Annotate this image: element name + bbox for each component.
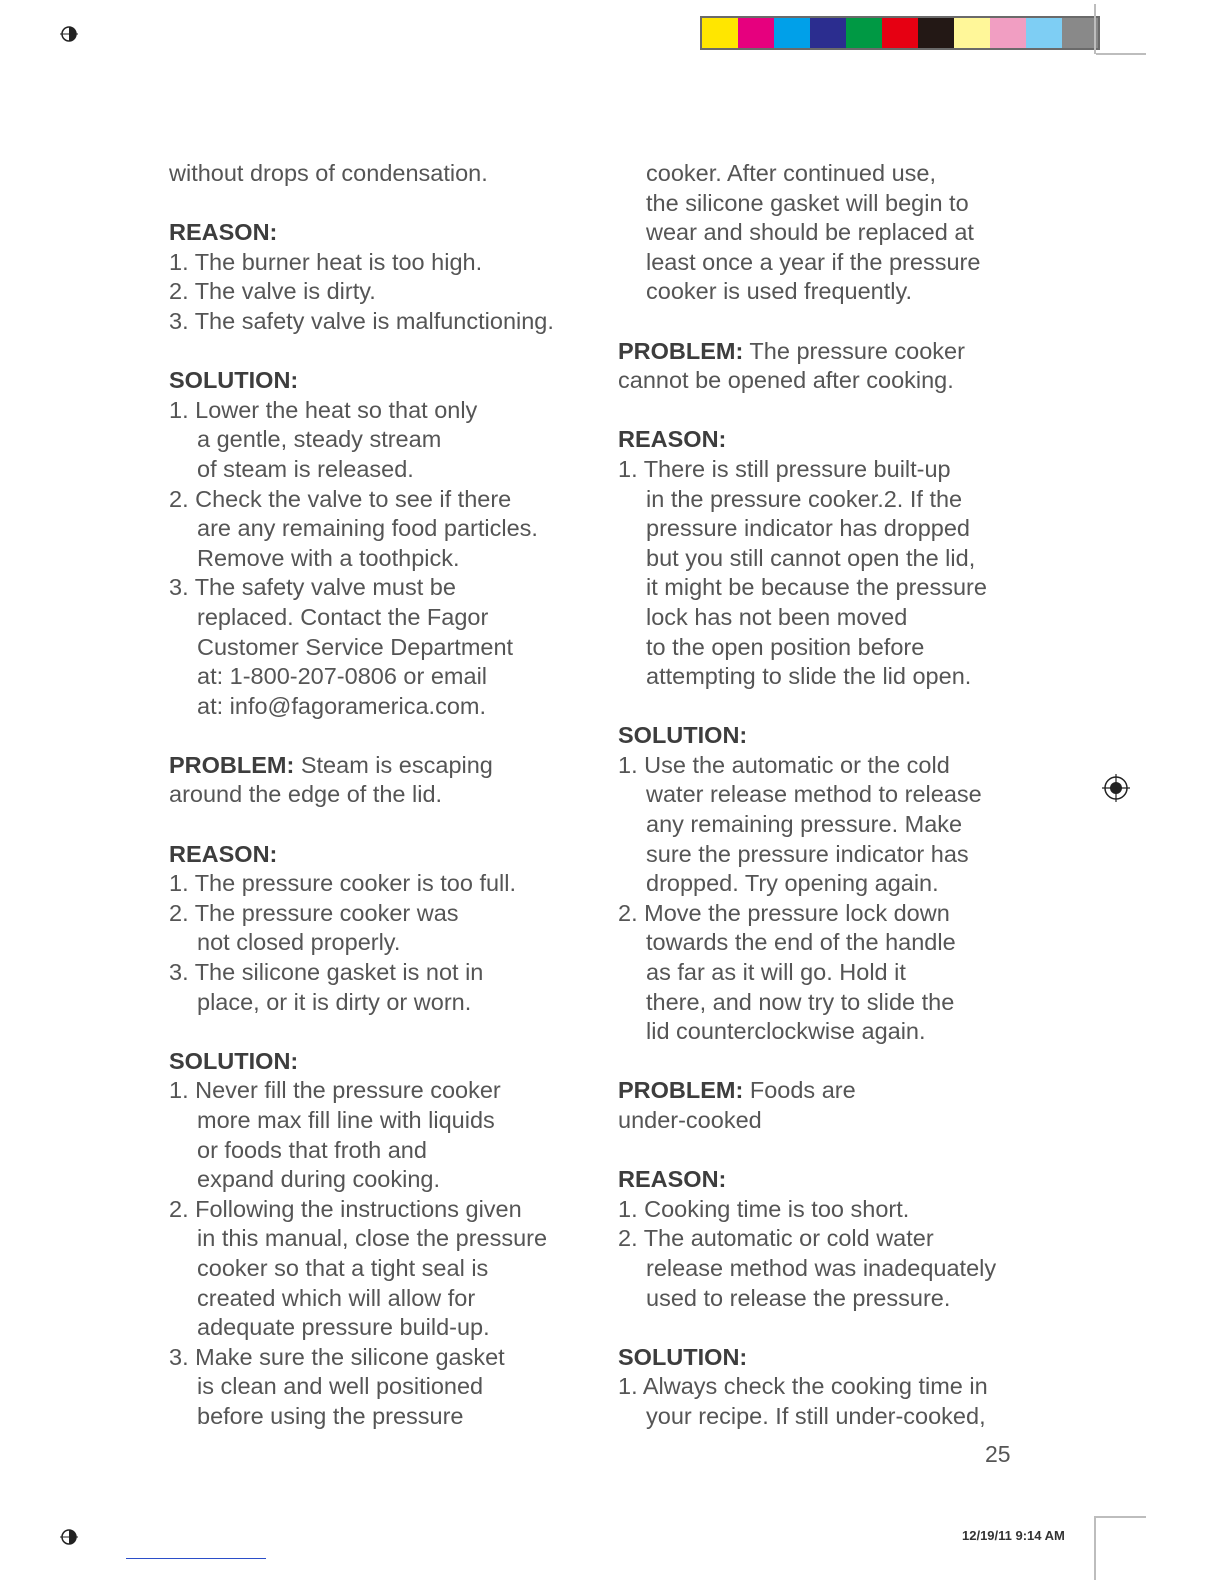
color-swatch (846, 18, 882, 48)
text-line: 3. The safety valve is malfunctioning. (169, 307, 554, 334)
list-item-continuation: there, and now try to slide the (646, 988, 955, 1015)
crop-mark (1096, 53, 1146, 55)
section-heading: REASON: (618, 1166, 727, 1193)
list-item-continuation: your recipe. If still under-cooked, (646, 1402, 986, 1429)
text-line: under-cooked (618, 1107, 762, 1133)
list-item-continuation: of steam is released. (197, 455, 414, 482)
registration-target-icon (1102, 774, 1130, 802)
section-heading: SOLUTION: (169, 367, 299, 394)
list-item-continuation: lock has not been moved (646, 603, 908, 630)
list-item-continuation: pressure indicator has dropped (646, 515, 970, 542)
list-item-continuation: water release method to release (646, 781, 982, 808)
section-heading: SOLUTION: (169, 1047, 299, 1074)
list-item-continuation: it might be because the pressure (646, 574, 987, 601)
problem-text: Steam is escaping (294, 751, 493, 778)
section-heading: REASON: (618, 426, 727, 453)
text-line: around the edge of the lid. (169, 781, 443, 808)
paragraph-gap (618, 1313, 1038, 1343)
list-item-continuation: replaced. Contact the Fagor (197, 603, 489, 630)
paragraph-gap (618, 307, 1038, 337)
registration-mark-icon (60, 1528, 78, 1546)
section-heading: REASON: (169, 219, 278, 246)
color-calibration-bar (700, 16, 1100, 50)
list-item-continuation: Remove with a toothpick. (197, 544, 460, 571)
paragraph-gap (169, 337, 589, 367)
paragraph-gap (618, 1136, 1038, 1166)
text-line: without drops of condensation. (169, 160, 488, 186)
color-swatch (738, 18, 774, 48)
color-swatch (882, 18, 918, 48)
paragraph-gap (169, 189, 589, 219)
list-item-continuation: more max fill line with liquids (197, 1107, 495, 1133)
list-item-continuation: in this manual, close the pressure (197, 1225, 548, 1252)
text-line: 1. There is still pressure built-up (618, 455, 951, 482)
color-swatch (990, 18, 1026, 48)
color-swatch (774, 18, 810, 48)
list-item-continuation: sure the pressure indicator has (646, 840, 969, 867)
list-item-continuation: but you still cannot open the lid, (646, 544, 976, 571)
paragraph-gap (618, 1047, 1038, 1077)
page-number: 25 (985, 1441, 1011, 1467)
text-line: 1. Use the automatic or the cold (618, 751, 950, 778)
list-item-continuation: expand during cooking. (197, 1166, 441, 1193)
text-line: 1. The burner heat is too high. (169, 248, 483, 275)
color-swatch (1026, 18, 1062, 48)
crop-mark (1096, 1516, 1146, 1518)
list-item-continuation: attempting to slide the lid open. (646, 663, 972, 690)
list-item-continuation: Customer Service Department (197, 633, 514, 660)
color-swatch (702, 18, 738, 48)
list-item-continuation: any remaining pressure. Make (646, 811, 963, 838)
problem-line (169, 751, 589, 781)
paragraph-gap (169, 721, 589, 751)
section-heading: SOLUTION: (618, 1343, 748, 1370)
problem-text: Foods are (743, 1077, 856, 1104)
list-item-continuation: place, or it is dirty or worn. (197, 988, 472, 1015)
list-item-continuation: cooker is used frequently. (646, 278, 913, 305)
text-line: 2. Following the instructions given (169, 1195, 522, 1222)
text-line: 3. The safety valve must be (169, 574, 456, 601)
list-item-continuation: at: 1-800-207-0806 or email (197, 663, 488, 690)
text-line: 1. Cooking time is too short. (618, 1195, 910, 1222)
right-column (618, 159, 1038, 1432)
registration-mark-icon (60, 25, 78, 43)
list-item-continuation: is clean and well positioned (197, 1373, 484, 1400)
problem-label: PROBLEM: (618, 1077, 744, 1104)
crop-mark (1094, 4, 1096, 54)
list-item-continuation: in the pressure cooker.2. If the (646, 485, 963, 512)
list-item-continuation: created which will allow for (197, 1284, 476, 1311)
text-line: 2. The valve is dirty. (169, 278, 376, 305)
section-heading: SOLUTION: (618, 722, 748, 749)
problem-line (618, 337, 1038, 367)
text-line: 3. The silicone gasket is not in (169, 959, 484, 986)
problem-text: The pressure cooker (743, 337, 965, 364)
list-item-continuation: are any remaining food particles. (197, 515, 538, 542)
list-item-continuation: dropped. Try opening again. (646, 870, 939, 897)
list-item-continuation: used to release the pressure. (646, 1284, 951, 1311)
color-swatch (954, 18, 990, 48)
paragraph-gap (618, 692, 1038, 722)
left-column (169, 159, 589, 1432)
text-line: 1. Always check the cooking time in (618, 1373, 988, 1400)
paragraph-gap (169, 1017, 589, 1047)
list-item-continuation: as far as it will go. Hold it (646, 959, 906, 986)
text-line: 1. Lower the heat so that only (169, 396, 478, 423)
list-item-continuation: not closed properly. (197, 929, 401, 956)
text-line: 3. Make sure the silicone gasket (169, 1343, 505, 1370)
crop-mark (1094, 1516, 1096, 1580)
list-item-continuation: cooker. After continued use, (646, 160, 937, 186)
list-item-continuation: release method was inadequately (646, 1254, 997, 1281)
list-item-continuation: lid counterclockwise again. (646, 1018, 926, 1045)
problem-label: PROBLEM: (618, 337, 744, 364)
text-line: 1. The pressure cooker is too full. (169, 870, 517, 897)
list-item-continuation: towards the end of the handle (646, 929, 956, 956)
list-item-continuation: least once a year if the pressure (646, 248, 981, 275)
color-swatch (810, 18, 846, 48)
list-item-continuation: adequate pressure build-up. (197, 1314, 490, 1341)
color-swatch (918, 18, 954, 48)
problem-label: PROBLEM: (169, 751, 295, 778)
list-item-continuation: at: info@fagoramerica.com. (197, 692, 486, 719)
paragraph-gap (618, 396, 1038, 426)
list-item-continuation: or foods that froth and (197, 1136, 427, 1163)
print-timestamp: 12/19/11 9:14 AM (962, 1528, 1065, 1543)
list-item-continuation: to the open position before (646, 633, 925, 660)
list-item-continuation: cooker so that a tight seal is (197, 1254, 489, 1281)
problem-line (618, 1076, 1038, 1106)
list-item-continuation: before using the pressure (197, 1402, 464, 1429)
text-line: 1. Never fill the pressure cooker (169, 1077, 501, 1104)
list-item-continuation: wear and should be replaced at (646, 219, 974, 246)
text-line: 2. Check the valve to see if there (169, 485, 512, 512)
section-heading: REASON: (169, 840, 278, 867)
text-line: 2. The pressure cooker was (169, 899, 459, 926)
paragraph-gap (169, 810, 589, 840)
text-line: 2. The automatic or cold water (618, 1225, 934, 1252)
list-item-continuation: a gentle, steady stream (197, 426, 442, 453)
text-line: 2. Move the pressure lock down (618, 899, 950, 926)
list-item-continuation: the silicone gasket will begin to (646, 189, 969, 216)
text-line: cannot be opened after cooking. (618, 367, 954, 394)
color-swatch (1062, 18, 1098, 48)
underline-rule (126, 1558, 266, 1559)
